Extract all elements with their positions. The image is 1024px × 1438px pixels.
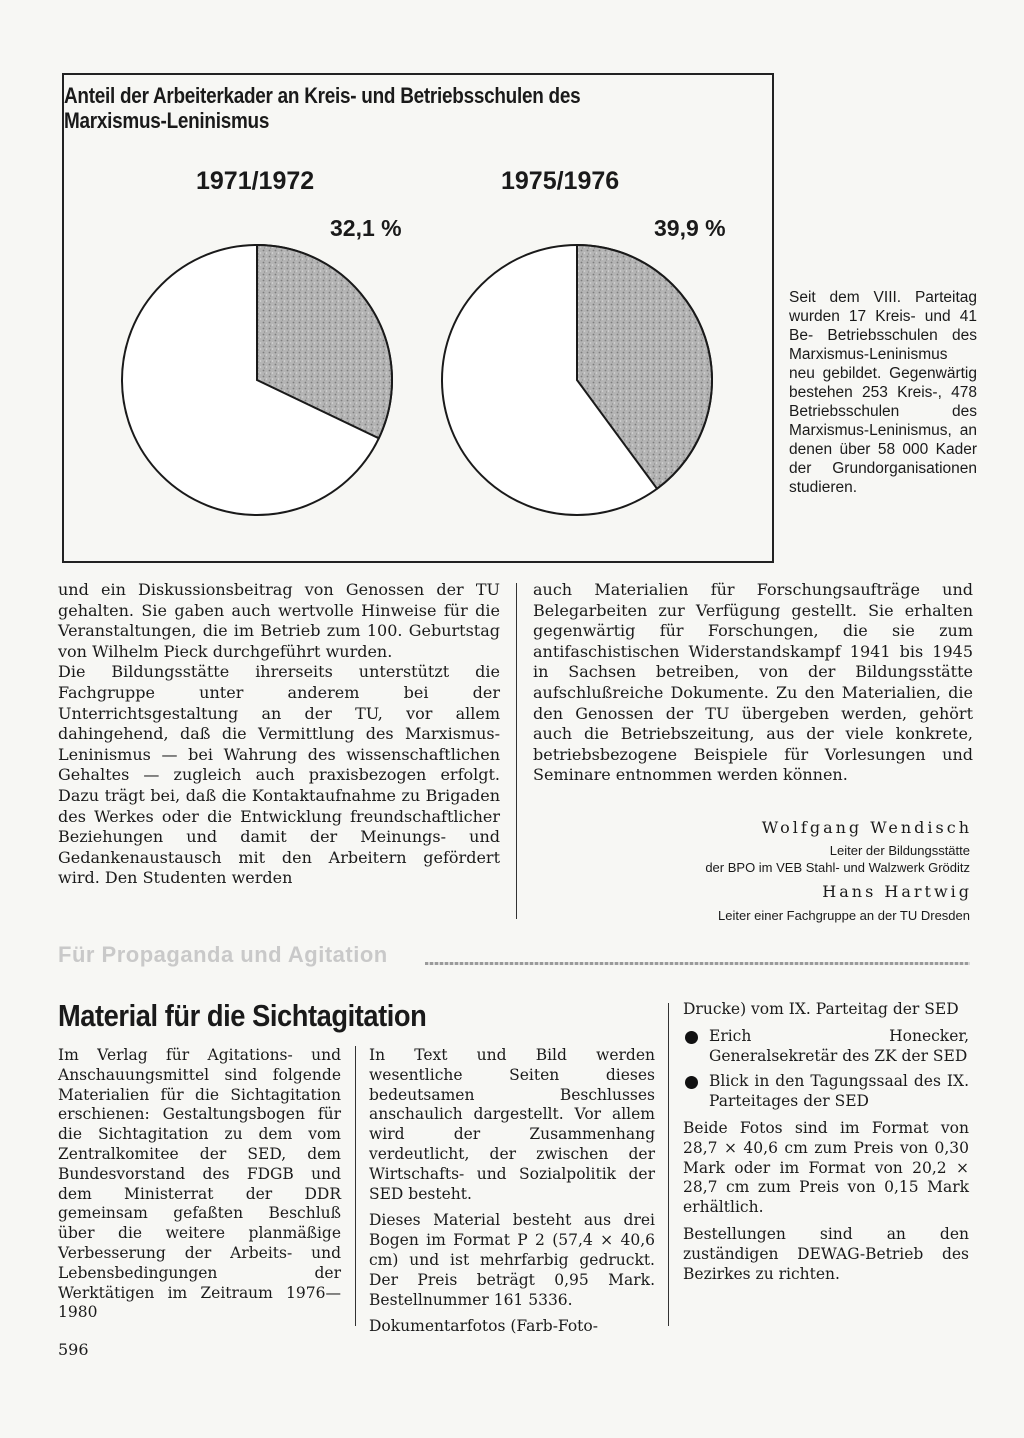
article2-col2-paragraph-1: In Text und Bild werden wesentliche Seiten dieses bedeutsamen Beschlusses anschaulich dargestellt. Vor allem wird der Zusammenhang verdeutlicht, der zwischen der Wirtschafts- und Sozialpolitik der SED besteht.	[369, 1046, 655, 1203]
article2-col3-paragraph-3: Bestellungen sind an den zuständigen DEWAG-Betrieb des Bezirkes zu richten.	[683, 1224, 969, 1283]
pie-1971-1972	[122, 245, 392, 515]
article1-left-column	[58, 580, 500, 889]
chart-title-line1: Anteil der Arbeiterkader an Kreis- und Betriebsschulen des	[64, 83, 581, 108]
article2-col1-text: Im Verlag für Agitations- und Anschauungsmittel sind folgende Materialien für die Sichtagitation erschienen: Gestaltungsbogen für die Sichtagitation zu dem vom Zentralkomitee der SED, dem Bundesvorstand des FDGB und dem Ministerrat der DDR gemeinsam gefaßten Beschluß über die weitere planmäßige Verbesserung der Arbeits- und Lebensbedingungen der Werktätigen im Zeitraum 1976—1980	[58, 1046, 341, 1322]
signature-role-1	[705, 842, 970, 876]
column-divider-2	[355, 1046, 356, 1326]
bullet-dot-icon	[685, 1031, 698, 1044]
signature-role-2: Leiter einer Fachgruppe an der TU Dresden	[718, 908, 970, 923]
article1-left-paragraph-1: und ein Diskussionsbeitrag von Genossen der TU gehalten. Sie gaben auch wertvolle Hinweise für die Veranstaltungen, die im Betrieb zum 100. Geburtstag von Wilhelm Pieck durchgeführt wurden.	[58, 580, 500, 661]
article2-col3-paragraph-1: Drucke) vom IX. Parteitag der SED	[683, 1000, 959, 1018]
article1-right-paragraph-1: auch Materialien für Forschungsaufträge und Belegarbeiten zur Verfügung gestellt. Sie erhalten gegenwärtig für Forschungen, die sie zum antifaschistischen Widerstandskampf 1941 bis 1945 in Sachsen betreiben, von der Bildungsstätte aufschlußreiche Dokumente. Zu den Materialien, die den Genossen der TU übergeben werden, gehört auch die Betriebszeitung, aus der viele konkrete, betriebsbezogene Beispiele für Vorlesungen und Seminare entnommen werden können.	[533, 580, 973, 785]
signature-name-1: Wolfgang Wendisch	[761, 818, 972, 837]
pie-charts-svg	[64, 75, 772, 561]
bullet-item-2	[683, 1072, 969, 1112]
percent-label-2: 39,9 %	[654, 215, 726, 241]
pie-chart-figure	[62, 73, 774, 563]
bullet-dot-icon	[685, 1076, 698, 1089]
article2-col2-paragraph-3: Dokumentarfotos (Farb-Foto-	[369, 1317, 598, 1336]
pie-1975-1976	[442, 245, 712, 515]
signature-name-2: Hans Hartwig	[822, 882, 972, 901]
year-label-2: 1975/1976	[501, 167, 620, 195]
page-number: 596	[58, 1340, 89, 1359]
percent-label-1: 32,1 %	[330, 215, 402, 241]
section-header: Für Propaganda und Agitation	[58, 942, 388, 967]
section-header-rule	[425, 962, 970, 965]
bullet-item-2-text: Blick in den Tagungssaal des IX. Parteitages der SED	[709, 1072, 969, 1111]
bullet-item-1-text: Erich Honecker, Generalsekretär des ZK der SED	[709, 1026, 969, 1065]
column-divider	[516, 583, 517, 919]
article2-column-1	[58, 1046, 341, 1323]
article-title: Material für die Sichtagitation	[58, 998, 427, 1033]
article1-left-paragraph-2: Die Bildungsstätte ihrerseits unterstützt die Fachgruppe unter anderem bei der Unterrichtsgestaltung an der TU, vor allem dahingehend, daß die Vermittlung des Marxismus-Leninismus — bei Wahrung des wissenschaftlichen Gehaltes — zugleich auch praxisbezogen erfolgt. Dazu trägt bei, daß die Kontaktaufnahme zu Brigaden des Werkes oder die Entwicklung freundschaftlicher Beziehungen und damit der Meinungs- und Gedankenaustausch mit den Arbeitern gefördert wird. Den Studenten werden	[58, 662, 500, 888]
signature-role-1-line2: der BPO im VEB Stahl- und Walzwerk Gröditz	[705, 860, 970, 875]
signature-role-1-line1: Leiter der Bildungsstätte	[829, 843, 970, 858]
sidebar-note: Seit dem VIII. Parteitag wurden 17 Kreis- und 41 Be- Betriebsschulen des Marxismus-Leninismus neu gebildet. Gegenwärtig bestehen 253 Kreis-, 478 Betriebsschulen des Marxismus-Leninismus, an denen über 58 000 Kader der Grundorganisationen studieren.	[789, 289, 977, 496]
column-divider-3	[668, 1003, 669, 1326]
article2-col3-paragraph-2: Beide Fotos sind im Format von 28,7 × 40,6 cm zum Preis von 0,30 Mark oder im Format von 20,2 × 28,7 cm zum Preis von 0,15 Mark erhältlich.	[683, 1118, 969, 1217]
year-label-1: 1971/1972	[196, 167, 315, 195]
article1-right-column	[533, 580, 973, 786]
chart-title-line2: Marxismus-Leninismus	[64, 108, 270, 133]
article2-col2-paragraph-2: Dieses Material besteht aus drei Bogen im Format P 2 (57,4 × 40,6 cm) und ist mehrfarbig gedruckt. Der Preis beträgt 0,95 Mark. Bestellnummer 161 5336.	[369, 1211, 655, 1309]
bullet-item-1	[683, 1027, 969, 1067]
article2-column-3	[683, 1000, 969, 1284]
article2-column-2	[369, 1046, 655, 1337]
